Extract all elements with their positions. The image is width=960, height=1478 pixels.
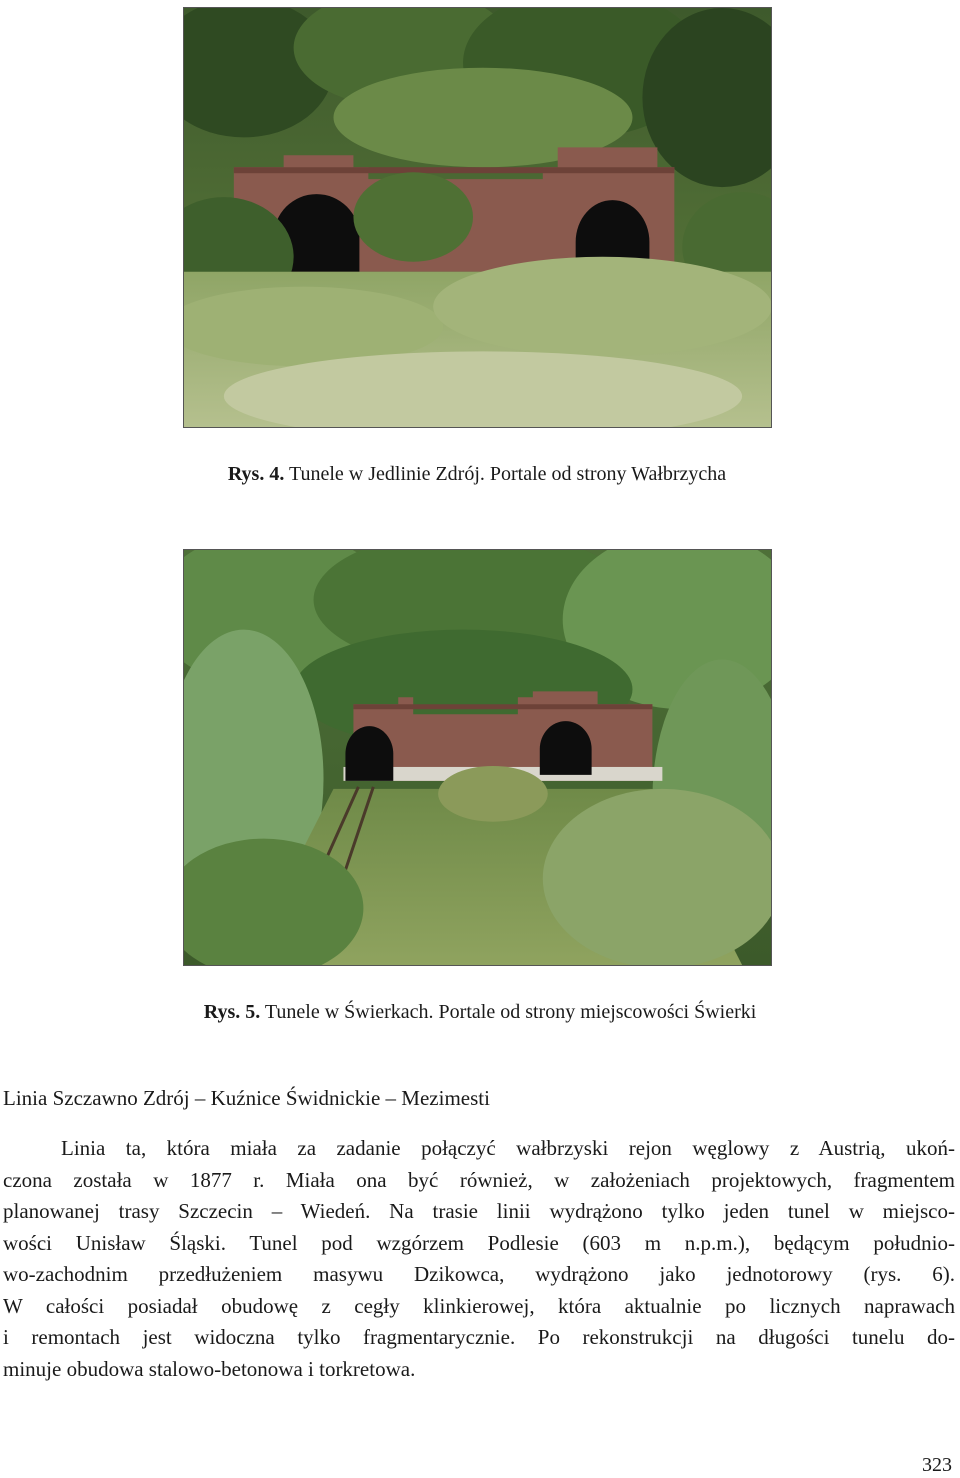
photo-tunnels-swierki — [183, 549, 772, 966]
body-line: W całości posiadał obudowę z cegły klinkierowej, która aktualnie po licznych naprawach — [3, 1293, 955, 1318]
photo-tunnels-jedlina — [183, 7, 772, 428]
figure-caption-4-label: Rys. 4. — [227, 463, 285, 485]
figure-caption-4 — [0, 462, 957, 486]
figure-caption-5-text: Tunele w Świerkach. Portale od strony miejscowości Świerki — [260, 1001, 757, 1023]
body-line: czona została w 1877 r. Miała ona być również, w założeniach projektowych, fragmentem — [3, 1167, 955, 1192]
photo-tunnels-swierki-image — [184, 550, 771, 965]
figure-caption-5-label: Rys. 5. — [203, 1001, 261, 1023]
figure-caption-5 — [0, 1000, 960, 1024]
body-line: wości Unisław Śląski. Tunel pod wzgórzem Podlesie (603 m n.p.m.), będącym południo- — [3, 1230, 955, 1255]
body-line: wo-zachodnim przedłużeniem masywu Dzikowca, wydrążono jako jednotorowy (rys. 6). — [3, 1262, 955, 1286]
figure-caption-4-text: Tunele w Jedlinie Zdrój. Portale od strony Wałbrzycha — [284, 463, 727, 485]
body-line: Linia ta, która miała za zadanie połączyć wałbrzyski rejon węglowy z Austrią, ukoń- — [61, 1136, 955, 1160]
page-number: 323 — [922, 1454, 952, 1476]
body-line: planowanej trasy Szczecin – Wiedeń. Na trasie linii wydrążono tylko jeden tunel w miejsco- — [3, 1199, 955, 1223]
body-paragraph — [3, 1133, 955, 1385]
body-line: minuje obudowa stalowo-betonowa i torkretowa. — [3, 1356, 416, 1381]
section-heading: Linia Szczawno Zdrój – Kuźnice Świdnickie – Mezimesti — [3, 1086, 490, 1110]
body-line: i remontach jest widoczna tylko fragmentarycznie. Po rekonstrukcji na długości tunelu do- — [3, 1325, 955, 1349]
photo-tunnels-jedlina-image — [184, 8, 771, 427]
